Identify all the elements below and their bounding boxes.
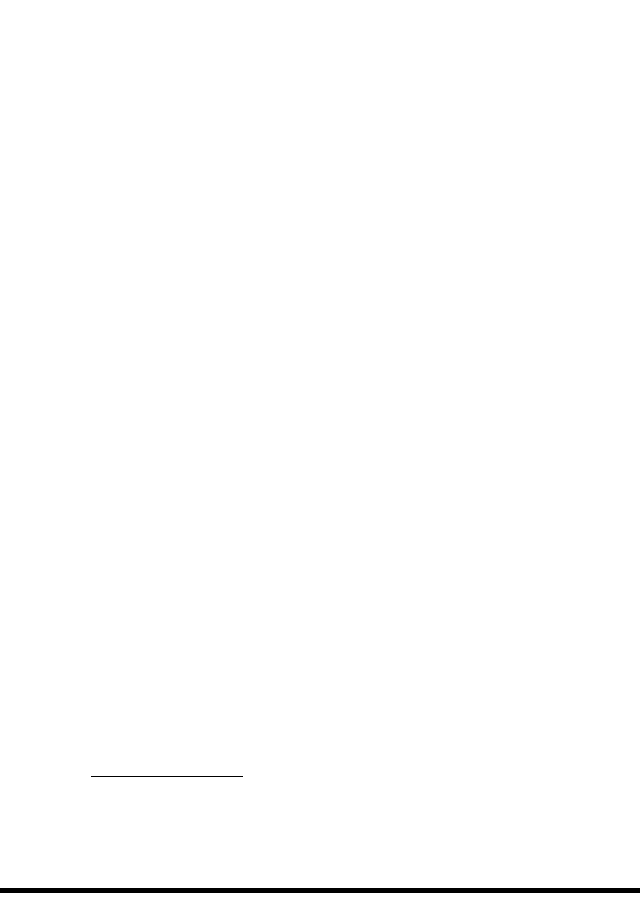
footnote-line bbox=[91, 781, 597, 798]
footnote-line bbox=[91, 815, 597, 832]
footnote-separator bbox=[91, 776, 243, 777]
footnote-line bbox=[91, 798, 597, 815]
bottom-border bbox=[0, 888, 640, 893]
footnote bbox=[91, 781, 597, 832]
